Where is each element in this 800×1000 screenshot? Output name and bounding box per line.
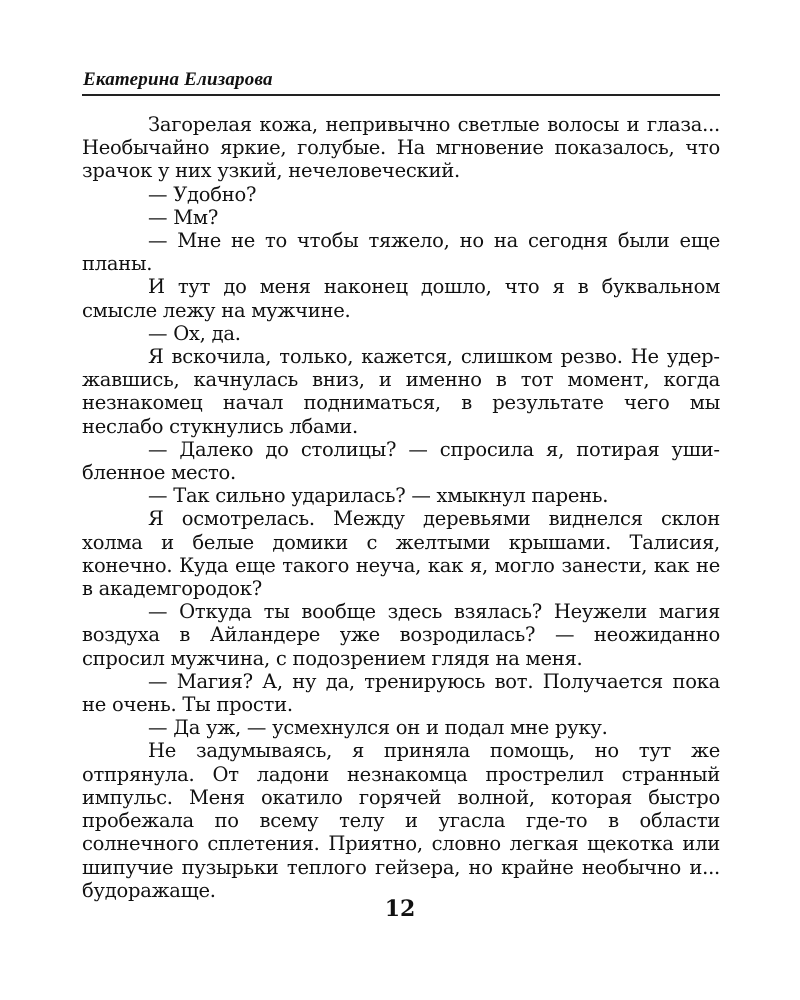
paragraph: — Далеко до столицы? — спросила я, потирая ушибленное место. bbox=[82, 437, 720, 485]
body-text bbox=[82, 113, 720, 902]
paragraph: — Ох, да. bbox=[148, 321, 241, 345]
paragraph: — Мм? bbox=[148, 205, 219, 229]
paragraph: — Магия? А, ну да, тренируюсь вот. Получается пока не очень. Ты прости. bbox=[82, 669, 720, 717]
running-header-author: Екатерина Елизарова bbox=[83, 69, 273, 90]
page-number: 12 bbox=[384, 896, 416, 922]
paragraph: — Мне не то чтобы тяжело, но на сегодня были еще планы. bbox=[82, 229, 720, 276]
paragraph: Не задумываясь, я приняла помощь, но тут же отпрянула. От ладони незнакомца прострелил странный импульс. Меня окатило горячей волной, которая быстро пробежала по всему телу и угасла где-то в области солнечного сплетения. Приятно, словно легкая щекотка или шипучие пузырьки теплого гейзера, но крайне необычно и... будоражаще. bbox=[82, 739, 720, 902]
paragraph: — Откуда ты вообще здесь взялась? Неужели магия воздуха в Айландере уже возродилась? — неожиданно спросил мужчина, с подозрением глядя на меня. bbox=[82, 600, 720, 670]
paragraph: — Да уж, — усмехнулся он и подал мне руку. bbox=[148, 716, 608, 740]
paragraph: — Так сильно ударилась? — хмыкнул парень. bbox=[148, 484, 609, 508]
paragraph: Загорелая кожа, непривычно светлые волосы и глаза... Необычайно яркие, голубые. На мгновение показалось, что зрачок у них узкий, нечеловеческий. bbox=[82, 113, 720, 183]
paragraph: Я осмотрелась. Между деревьями виднелся склон холма и белые домики с желтыми крышами. Талисия, конечно. Куда еще такого неуча, как я, могло занести, как не в академгородок? bbox=[82, 507, 720, 601]
paragraph: — Удобно? bbox=[148, 182, 257, 206]
paragraph: И тут до меня наконец дошло, что я в буквальном смысле лежу на мужчине. bbox=[82, 275, 720, 322]
paragraph: Я вскочила, только, кажется, слишком резво. Не удержавшись, качнулась вниз, и именно в тот момент, когда незнакомец начал подниматься, в результате чего мы неслабо стукнулись лбами. bbox=[82, 345, 720, 438]
header-divider bbox=[82, 94, 720, 96]
